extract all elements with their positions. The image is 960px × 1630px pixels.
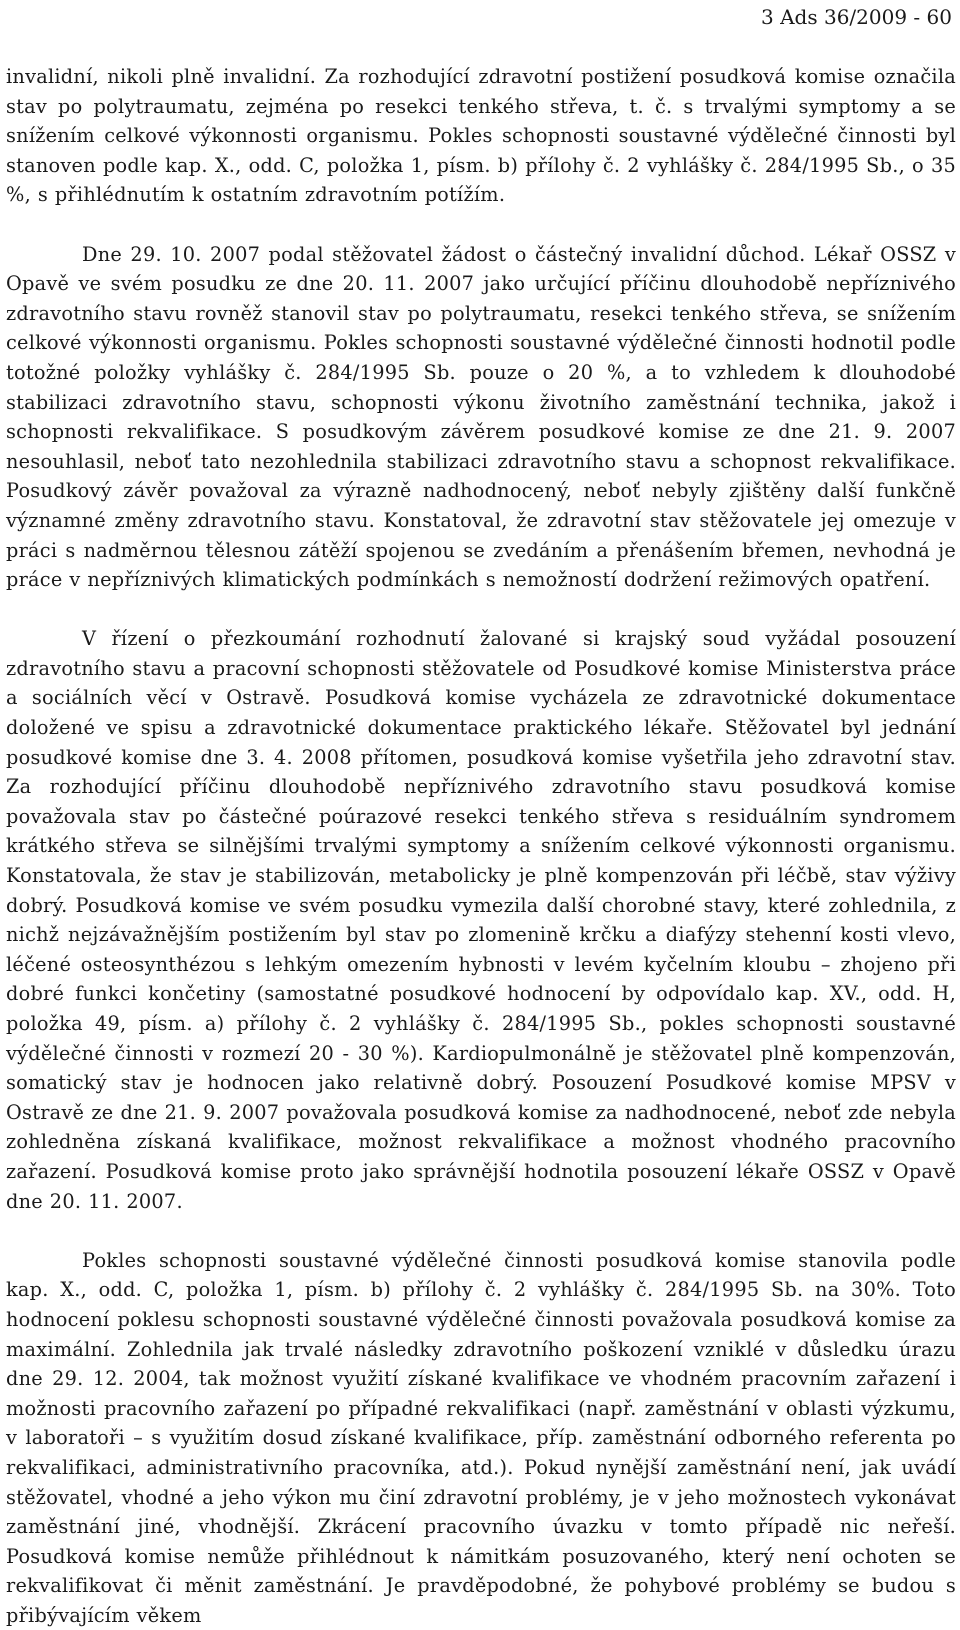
paragraph-court-review: V řízení o přezkoumání rozhodnutí žalované si krajský soud vyžádal posouzení zdravotního stavu a pracovní schopnosti stěžovatele od Posudkové komise Ministerstva práce a sociálních věcí v Ostravě. Posudková komise vycházela ze zdravotnické dokumentace doložené ve spisu a zdravotnické dokumentace praktického lékaře. Stěžovatel byl jednání posudkové komise dne 3. 4. 2008 přítomen, posudková komise vyšetřila jeho zdravotní stav. Za rozhodující příčinu dlouhodobě nepříznivého zdravotního stavu posudková komise považovala stav po částečné poúrazové resekci tenkého střeva s residuálním syndromem krátkého střeva se silnějšími trvalými symptomy a snížením celkové výkonnosti organismu. Konstatovala, že stav je stabilizován, metabolicky je plně kompenzován při léčbě, stav výživy dobrý. Posudková komise ve svém posudku vymezila další chorobné stavy, které zohlednila, z nichž nejzávažnějším postižením byl stav po zlomenině krčku a diafýzy stehenní kosti vlevo, léčené osteosynthézou s lehkým omezením hybnosti v levém kyčelním kloubu – zhojeno při dobré funkci končetiny (samostatné posudkové hodnocení by odpovídalo kap. XV., odd. H, položka 49, písm. a) přílohy č. 2 vyhlášky č. 284/1995 Sb., pokles schopnosti soustavné výdělečné činnosti v rozmezí 20 - 30 %). Kardiopulmonálně je stěžovatel plně kompenzován, somatický stav je hodnocen jako relativně dobrý. Posouzení Posudkové komise MPSV v Ostravě ze dne 21. 9. 2007 považovala posudková komise za nadhodnocené, neboť zde nebyla zohledněna získaná kvalifikace, možnost rekvalifikace a možnost vhodného pracovního zařazení. Posudková komise proto jako správnější hodnotila posouzení lékaře OSSZ v Opavě dne 20. 11. 2007. [6,627,956,1213]
paragraph-continuation: invalidní, nikoli plně invalidní. Za rozhodující zdravotní postižení posudková komise označila stav po polytraumatu, zejména po resekci tenkého střeva, t. č. s trvalými symptomy a se snížením celkové výkonnosti organismu. Pokles schopnosti soustavné výdělečné činnosti byl stanoven podle kap. X., odd. C, položka 1, písm. b) přílohy č. 2 vyhlášky č. 284/1995 Sb., o 35 %, s přihlédnutím k ostatním zdravotním potížím. [6,65,956,207]
page-reference-number: 3 Ads 36/2009 - 60 [761,5,952,29]
document-body [6,62,956,1630]
paragraph-capacity-decline: Pokles schopnosti soustavné výdělečné činnosti posudková komise stanovila podle kap. X., odd. C, položka 1, písm. b) přílohy č. 2 vyhlášky č. 284/1995 Sb. na 30%. Toto hodnocení poklesu schopnosti soustavné výdělečné činnosti považovala posudková komise za maximální. Zohlednila jak trvalé následky zdravotního poškození vzniklé v důsledku úrazu dne 29. 12. 2004, tak možnost využití získané kvalifikace ve vhodném pracovním zařazení i možnosti pracovního zařazení po případné rekvalifikaci (např. zaměstnání v oblasti výzkumu, v laboratoři – s využitím dosud získané kvalifikace, příp. zaměstnání odborného referenta po rekvalifikaci, administrativního pracovníka, atd.). Pokud nynější zaměstnání není, jak uvádí stěžovatel, vhodné a jeho výkon mu činí zdravotní problémy, je v jeho možnostech vykonávat zaměstnání jiné, vhodnější. Zkrácení pracovního úvazku v tomto případě nic neřeší. Posudková komise nemůže přihlédnout k námitkám posuzovaného, který není ochoten se rekvalifikovat či měnit zaměstnání. Je pravděpodobné, že pohybové problémy se budou s přibývajícím věkem [6,1248,956,1627]
paragraph-ossz-assessment: Dne 29. 10. 2007 podal stěžovatel žádost o částečný invalidní důchod. Lékař OSSZ v Opavě ve svém posudku ze dne 20. 11. 2007 jako určující příčinu dlouhodobě nepříznivého zdravotního stavu rovněž stanovil stav po polytraumatu, resekci tenkého střeva, se snížením celkové výkonnosti organismu. Pokles schopnosti soustavné výdělečné činnosti hodnotil podle totožné položky vyhlášky č. 284/1995 Sb. pouze o 20 %, a to vzhledem k dlouhodobé stabilizaci zdravotního stavu, schopnosti výkonu životního zaměstnání technika, jakož i schopnosti rekvalifikace. S posudkovým závěrem posudkové komise ze dne 21. 9. 2007 nesouhlasil, neboť tato nezohlednila stabilizaci zdravotního stavu a schopnost rekvalifikace. Posudkový závěr považoval za výrazně nadhodnocený, neboť nebyly zjištěny další funkčně významné změny zdravotního stavu. Konstatoval, že zdravotní stav stěžovatele jej omezuje v práci s nadměrnou tělesnou zátěží spojenou se zvedáním a přenášením břemen, nevhodná je práce v nepříznivých klimatických podmínkách s nemožností dodržení režimových opatření. [6,242,956,592]
